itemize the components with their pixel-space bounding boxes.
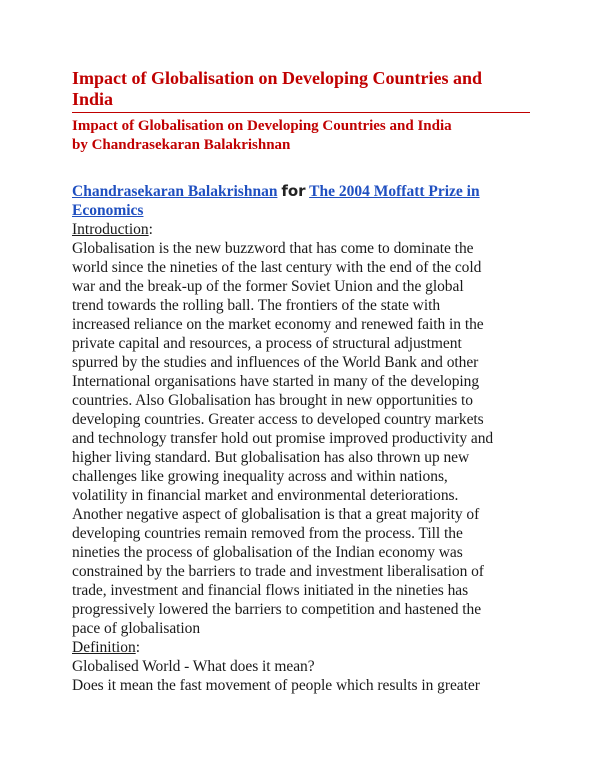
- introduction-text-line: nineties the process of globalisation of the Indian economy was: [72, 544, 463, 561]
- introduction-text-line: progressively lowered the barriers to competition and hastened the: [72, 601, 482, 618]
- introduction-colon: :: [148, 221, 153, 238]
- introduction-text-line: Another negative aspect of globalisation is that a great majority of: [72, 506, 480, 523]
- introduction-text-line: volatility in financial market and environmental deteriorations.: [72, 487, 459, 504]
- introduction-text-line: developing countries. Greater access to developed country markets: [72, 411, 484, 428]
- title-line-2: India: [72, 89, 114, 109]
- introduction-heading: [72, 220, 532, 239]
- definition-label: Definition: [72, 639, 136, 656]
- introduction-text-line: pace of globalisation: [72, 620, 201, 637]
- subtitle-byline: by Chandrasekaran Balakrishnan: [72, 137, 291, 153]
- introduction-text-line: trend towards the rolling ball. The frontiers of the state with: [72, 297, 441, 314]
- introduction-text-line: developing countries remain removed from the process. Till the: [72, 525, 463, 542]
- introduction-text-line: trade, investment and financial flows initiated in the nineties has: [72, 582, 469, 599]
- introduction-label: Introduction: [72, 221, 149, 238]
- prize-link-line-2: Economics: [72, 202, 144, 219]
- introduction-text-line: spurred by the studies and influences of the World Bank and other: [72, 354, 479, 371]
- introduction-paragraph: [72, 239, 532, 638]
- definition-heading: [72, 638, 532, 657]
- introduction-text-line: private capital and resources, a process of structural adjustment: [72, 335, 462, 352]
- introduction-text-line: challenges like growing inequality across and within nations,: [72, 468, 448, 485]
- author-line: [72, 182, 532, 220]
- definition-text-line: Does it mean the fast movement of people which results in greater: [72, 677, 480, 694]
- definition-paragraph: [72, 657, 532, 695]
- title-underline-rule: [72, 112, 530, 113]
- introduction-text-line: Globalisation is the new buzzword that has come to dominate the: [72, 240, 474, 257]
- document-title: [72, 68, 532, 110]
- definition-text-line: Globalised World - What does it mean?: [72, 658, 315, 675]
- for-word: for: [281, 182, 306, 200]
- introduction-text-line: war and the break-up of the former Soviet Union and the global: [72, 278, 464, 295]
- definition-colon: :: [135, 639, 141, 656]
- introduction-text-line: and technology transfer hold out promise improved productivity and: [72, 430, 494, 447]
- introduction-text-line: constrained by the barriers to trade and investment liberalisation of: [72, 563, 484, 580]
- spacer: [72, 155, 532, 182]
- prize-link-line-1: The 2004 Moffatt Prize in: [309, 183, 480, 200]
- introduction-text-line: increased reliance on the market economy and renewed faith in the: [72, 316, 484, 333]
- document-page: [72, 68, 532, 695]
- introduction-text-line: world since the nineties of the last century with the end of the cold: [72, 259, 482, 276]
- document-subtitle: [72, 117, 532, 155]
- introduction-text-line: countries. Also Globalisation has brought in new opportunities to: [72, 392, 473, 409]
- author-link[interactable]: Chandrasekaran Balakrishnan: [72, 183, 278, 200]
- introduction-text-line: International organisations have started in many of the developing: [72, 373, 480, 390]
- introduction-text-line: higher living standard. But globalisation has also thrown up new: [72, 449, 470, 466]
- subtitle-line-1: Impact of Globalisation on Developing Countries and India: [72, 118, 452, 134]
- title-line-1: Impact of Globalisation on Developing Countries and: [72, 68, 483, 88]
